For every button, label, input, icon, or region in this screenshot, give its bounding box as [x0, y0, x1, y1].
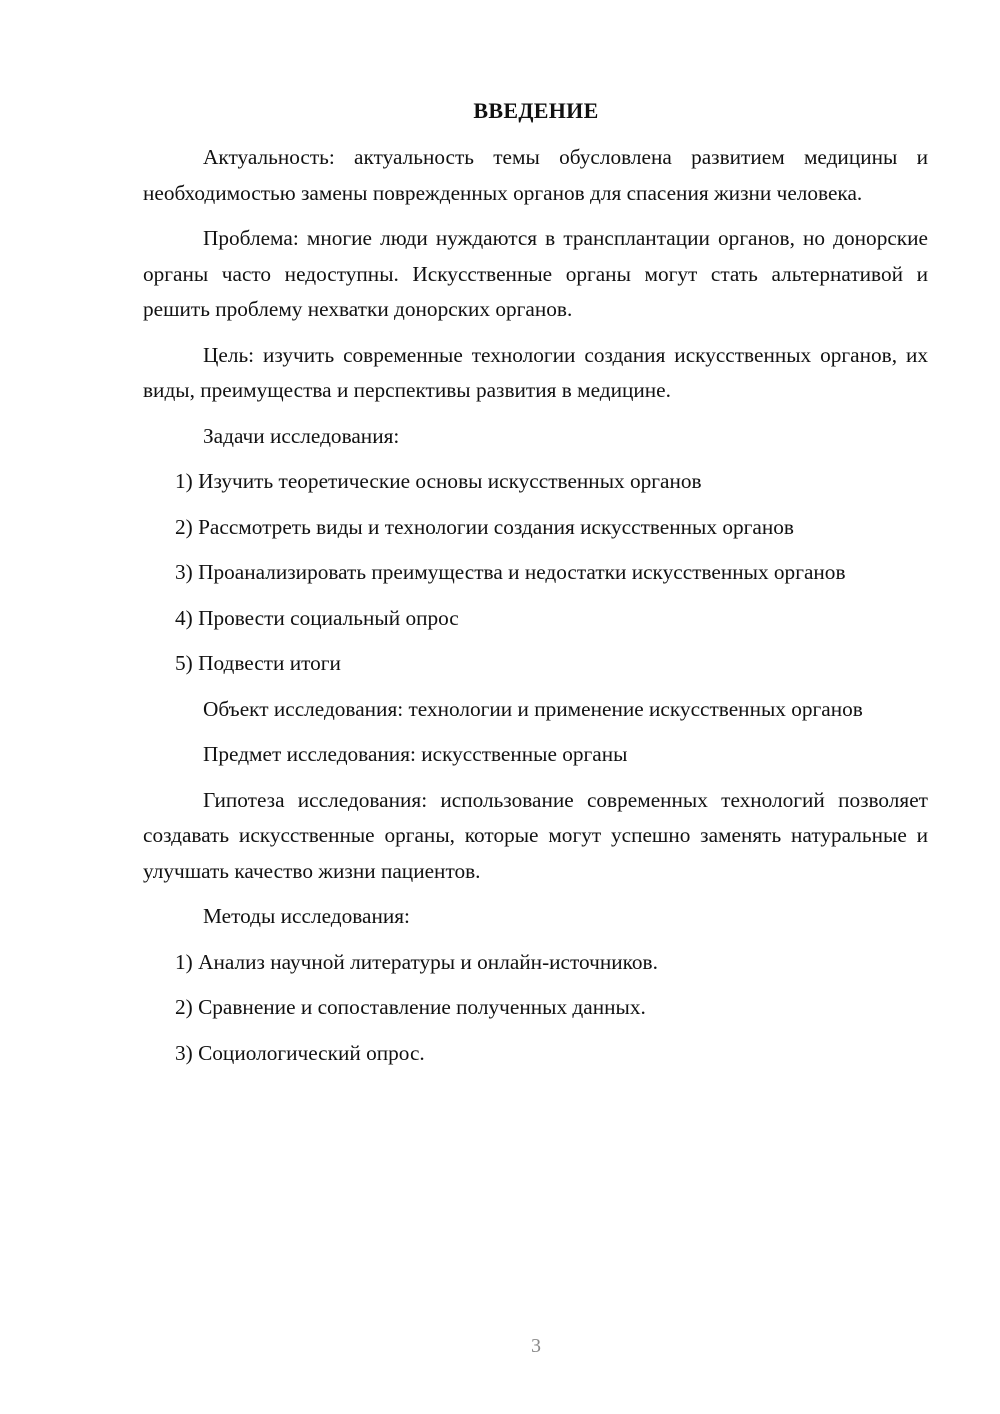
relevance-paragraph: Актуальность: актуальность темы обусловлена развитием медицины и необходимостью замены поврежденных органов для спасения жизни человека. — [143, 145, 928, 205]
task-item: 2) Рассмотреть виды и технологии создания искусственных органов — [175, 514, 794, 539]
method-item: 1) Анализ научной литературы и онлайн-источников. — [175, 949, 658, 974]
page-title: ВВЕДЕНИЕ — [473, 98, 599, 123]
object-paragraph: Объект исследования: технологии и применение искусственных органов — [203, 696, 863, 721]
document-body — [143, 140, 928, 1081]
tasks-label: Задачи исследования: — [203, 423, 400, 448]
subject-paragraph: Предмет исследования: искусственные органы — [203, 742, 628, 766]
problem-paragraph: Проблема: многие люди нуждаются в трансплантации органов, но донорские органы часто недоступны. Искусственные органы могут стать альтернативой и решить проблему нехватки донорских органов. — [143, 226, 928, 321]
goal-paragraph: Цель: изучить современные технологии создания искусственных органов, их виды, преимущества и перспективы развития в медицине. — [143, 342, 928, 402]
hypothesis-paragraph: Гипотеза исследования: использование современных технологий позволяет создавать искусственные органы, которые могут успешно заменять натуральные и улучшать качество жизни пациентов. — [143, 787, 928, 883]
task-item: 4) Провести социальный опрос — [175, 605, 459, 630]
task-item: 3) Проанализировать преимущества и недостатки искусственных органов — [175, 560, 846, 584]
methods-label: Методы исследования: — [203, 904, 410, 928]
task-item: 1) Изучить теоретические основы искусственных органов — [175, 469, 702, 493]
method-item: 2) Сравнение и сопоставление полученных данных. — [175, 995, 646, 1019]
task-item: 5) Подвести итоги — [175, 651, 341, 675]
page-number: 3 — [531, 1335, 541, 1357]
method-item: 3) Социологический опрос. — [175, 1040, 425, 1065]
